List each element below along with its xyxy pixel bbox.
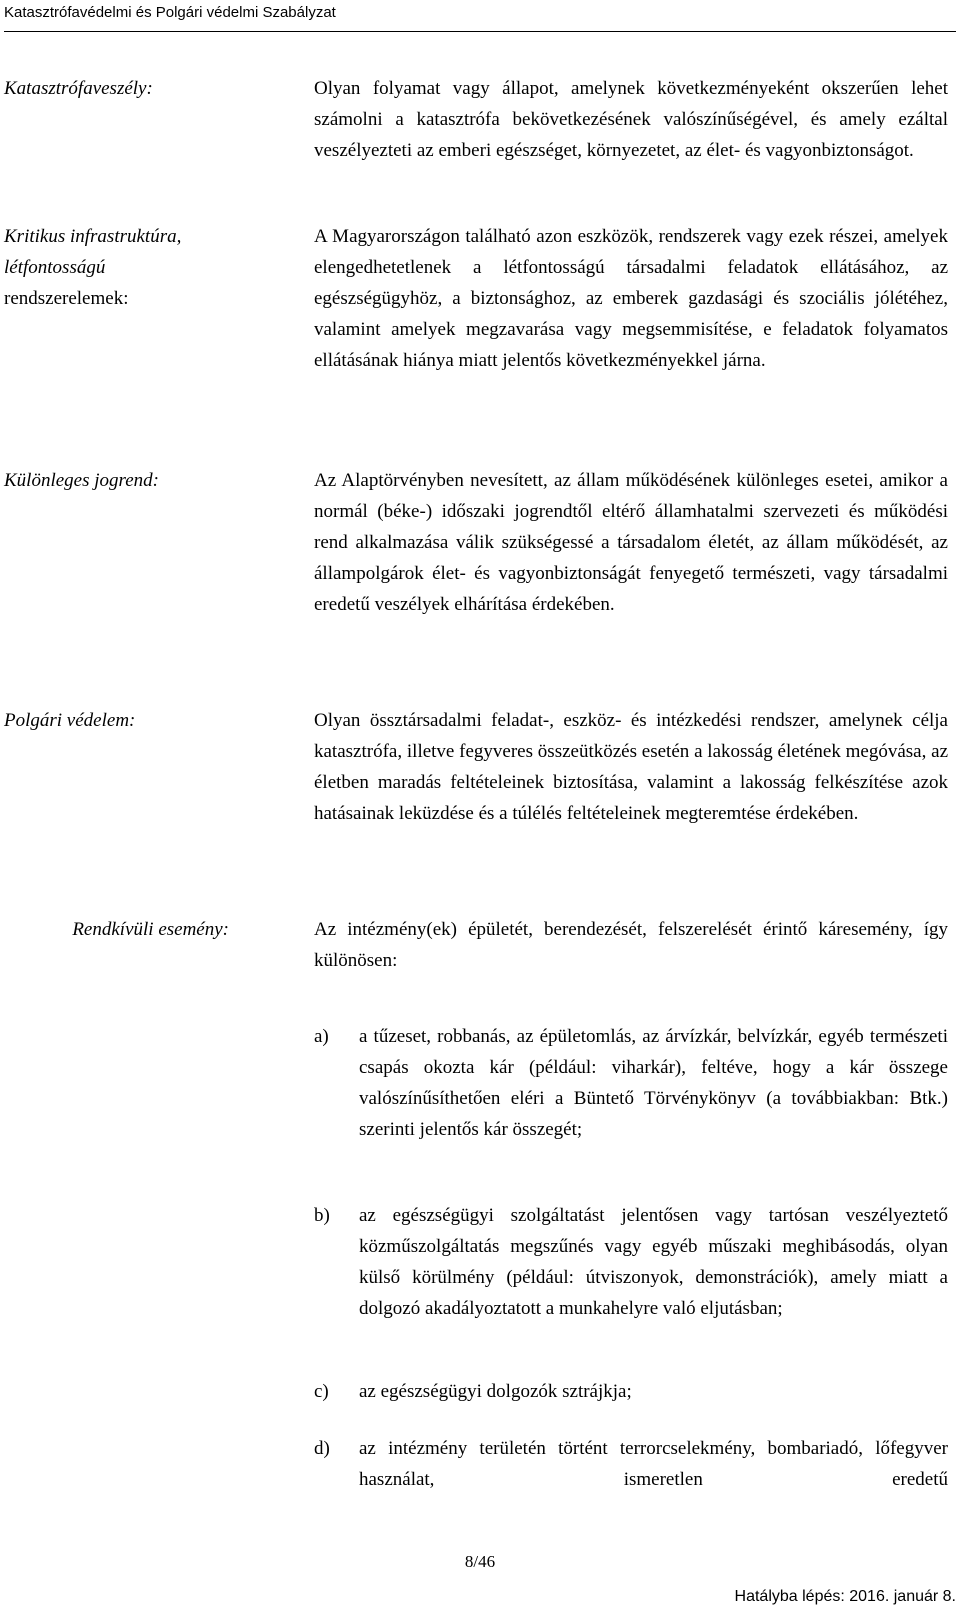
- list-item-text: az intézmény területén történt terrorcselekmény, bombariadó, lőfegyver használat, ismeretlen eredetű: [359, 1438, 948, 1490]
- definition-text: Az intézmény(ek) épületét, berendezését, felszerelését érintő káresemény, így különösen:: [314, 919, 948, 971]
- document-header: [4, 2, 956, 32]
- document-title: Katasztrófavédelmi és Polgári védelmi Szabályzat: [4, 4, 336, 21]
- list-item-text: a tűzeset, robbanás, az épületomlás, az árvízkár, belvízkár, egyéb természeti csapás okozta kár (például: viharkár), feltéve, hogy a kár összege valószínűsíthetően eléri a Büntető Törvénykönyv (a továbbiakban: Btk.) szerinti jelentős kár összegét;: [359, 1026, 948, 1140]
- definition-term: Katasztrófaveszély:: [4, 78, 153, 99]
- definition-term: Különleges jogrend:: [4, 470, 159, 491]
- definition-term-continuation: rendszerelemek:: [4, 288, 129, 309]
- definition-term: Kritikus infrastruktúra, létfontosságú: [4, 226, 182, 278]
- effective-date: Hatályba lépés: 2016. január 8.: [734, 1588, 956, 1605]
- list-item-text: az egészségügyi dolgozók sztrájkja;: [359, 1381, 632, 1402]
- definition-text: A Magyarországon található azon eszközök, rendszerek vagy ezek részei, amelyek elengedhetetlenek a létfontosságú társadalmi feladatok ellátásához, az egészségügyhöz, a biztonsághoz, az emberek gazdasági és szociális jólétéhez, valamint amelyek megzavarása vagy megsemmisítése, e feladatok folyamatos ellátásának hiánya miatt jelentős következményekkel járna.: [314, 226, 948, 371]
- page-number: 8/46: [464, 1552, 496, 1571]
- list-item-letter: d): [314, 1438, 330, 1459]
- definition-term: Polgári védelem:: [4, 710, 136, 731]
- list-item-text: az egészségügyi szolgáltatást jelentősen vagy tartósan veszélyeztető közműszolgáltatás megszűnés vagy egyéb műszaki meghibásodás, olyan külső körülmény (például: útviszonyok, demonstrációk), amely miatt a dolgozó akadályoztatott a munkahelyre való eljutásban;: [359, 1205, 948, 1319]
- definition-text: Olyan folyamat vagy állapot, amelynek következményeként okszerűen lehet számolni a katasztrófa bekövetkezésének valószínűségével, és amely ezáltal veszélyezteti az emberi egészséget, környezetet, az élet- és vagyonbiztonságot.: [314, 78, 948, 161]
- definition-text: Az Alaptörvényben nevesített, az állam működésének különleges esetei, amikor a normál (béke-) időszaki jogrendtől eltérő államhatalmi szervezeti és működési rend alkalmazása válik szükségessé a társadalom életét, az állam működését, az állampolgárok élet- és vagyonbiztonságát fenyegető természeti, vagy társadalmi eredetű veszélyek elhárítása érdekében.: [314, 470, 948, 615]
- definition-term: Rendkívüli esemény:: [72, 919, 229, 940]
- definition-text: Olyan össztársadalmi feladat-, eszköz- és intézkedési rendszer, amelynek célja katasztrófa, illetve fegyveres összeütközés esetén a lakosság életének megóvása, az életben maradás feltételeinek biztosítása, valamint a lakosság felkészítése azok hatásainak leküzdése és a túlélés feltételeinek megteremtése érdekében.: [314, 710, 948, 824]
- list-item-letter: a): [314, 1026, 329, 1047]
- list-item-letter: c): [314, 1381, 329, 1402]
- list-item-letter: b): [314, 1205, 330, 1226]
